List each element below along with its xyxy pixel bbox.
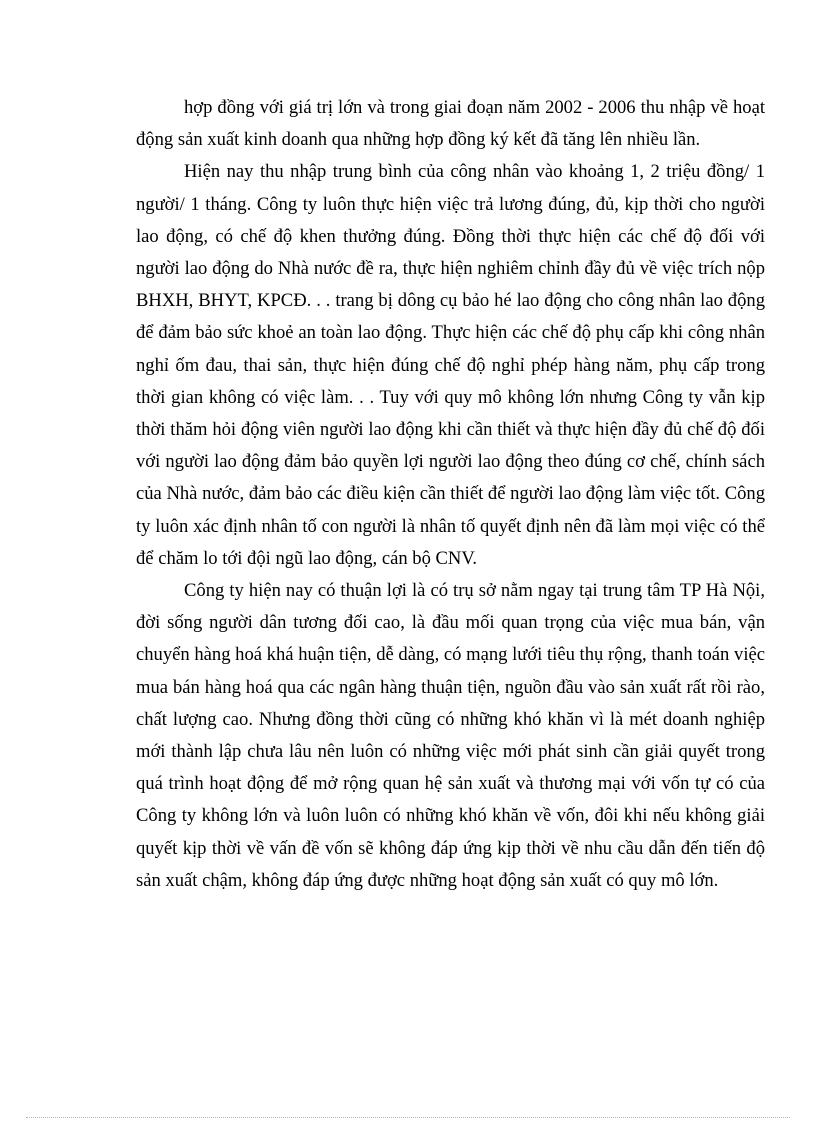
paragraph-2: Hiện nay thu nhập trung bình của công nhân vào khoảng 1, 2 triệu đồng/ 1 người/ 1 tháng. Công ty luôn thực hiện việc trả lương đúng, đủ, kịp thời cho người lao động, có chế độ khen thưởng đúng. Đồng thời thực hiện các chế độ đối với người lao động do Nhà nước đề ra, thực hiện nghiêm chỉnh đầy đủ về việc trích nộp BHXH, BHYT, KPCĐ. . . trang bị dông cụ bảo hé lao động cho công nhân lao động để đảm bảo sức khoẻ an toàn lao động. Thực hiện các chế độ phụ cấp khi công nhân nghỉ ốm đau, thai sản, thực hiện đúng chế độ nghỉ phép hàng năm, phụ cấp trong thời gian không có việc làm. . . Tuy với quy mô không lớn nhưng Công ty vẫn kịp thời thăm hỏi động viên người lao động khi cần thiết và thực hiện đầy đủ chế độ đối với người lao động đảm bảo quyền lợi người lao động theo đúng cơ chế, chính sách của Nhà nước, đảm bảo các điều kiện cần thiết để người lao động làm việc tốt. Công ty luôn xác định nhân tố con người là nhân tố quyết định nên đã làm mọi việc có thể để chăm lo tới đội ngũ lao động, cán bộ CNV.: [136, 161, 765, 569]
paragraph-1: hợp đồng với giá trị lớn và trong giai đoạn năm 2002 - 2006 thu nhập về hoạt động sản xuất kinh doanh qua những hợp đồng ký kết đã tăng lên nhiều lần.: [136, 97, 765, 151]
paragraph-3: Công ty hiện nay có thuận lợi là có trụ sở nằm ngay tại trung tâm TP Hà Nội, đời sống người dân tương đối cao, là đầu mối quan trọng của việc mua bán, vận chuyển hàng hoá khá huận tiện, dễ dàng, có mạng lưới tiêu thụ rộng, thanh toán việc mua bán hàng hoá qua các ngân hàng thuận tiện, nguồn đầu vào sản xuất rất rồi rào, chất lượng cao. Nhưng đồng thời cũng có những khó khăn vì là mét doanh nghiệp mới thành lập chưa lâu nên luôn có những việc mới phát sinh cần giải quyết trong quá trình hoạt động để mở rộng quan hệ sản xuất và thương mại với vốn tự có của Công ty không lớn và luôn luôn có những khó khăn về vốn, đôi khi nếu không giải quyết kịp thời về vấn đề vốn sẽ không đáp ứng kịp thời về nhu cầu dẫn đến tiến độ sản xuất chậm, không đáp ứng được những hoạt động sản xuất có quy mô lớn.: [136, 580, 765, 891]
body-text: [136, 92, 765, 897]
page-bottom-divider: [26, 1117, 790, 1118]
